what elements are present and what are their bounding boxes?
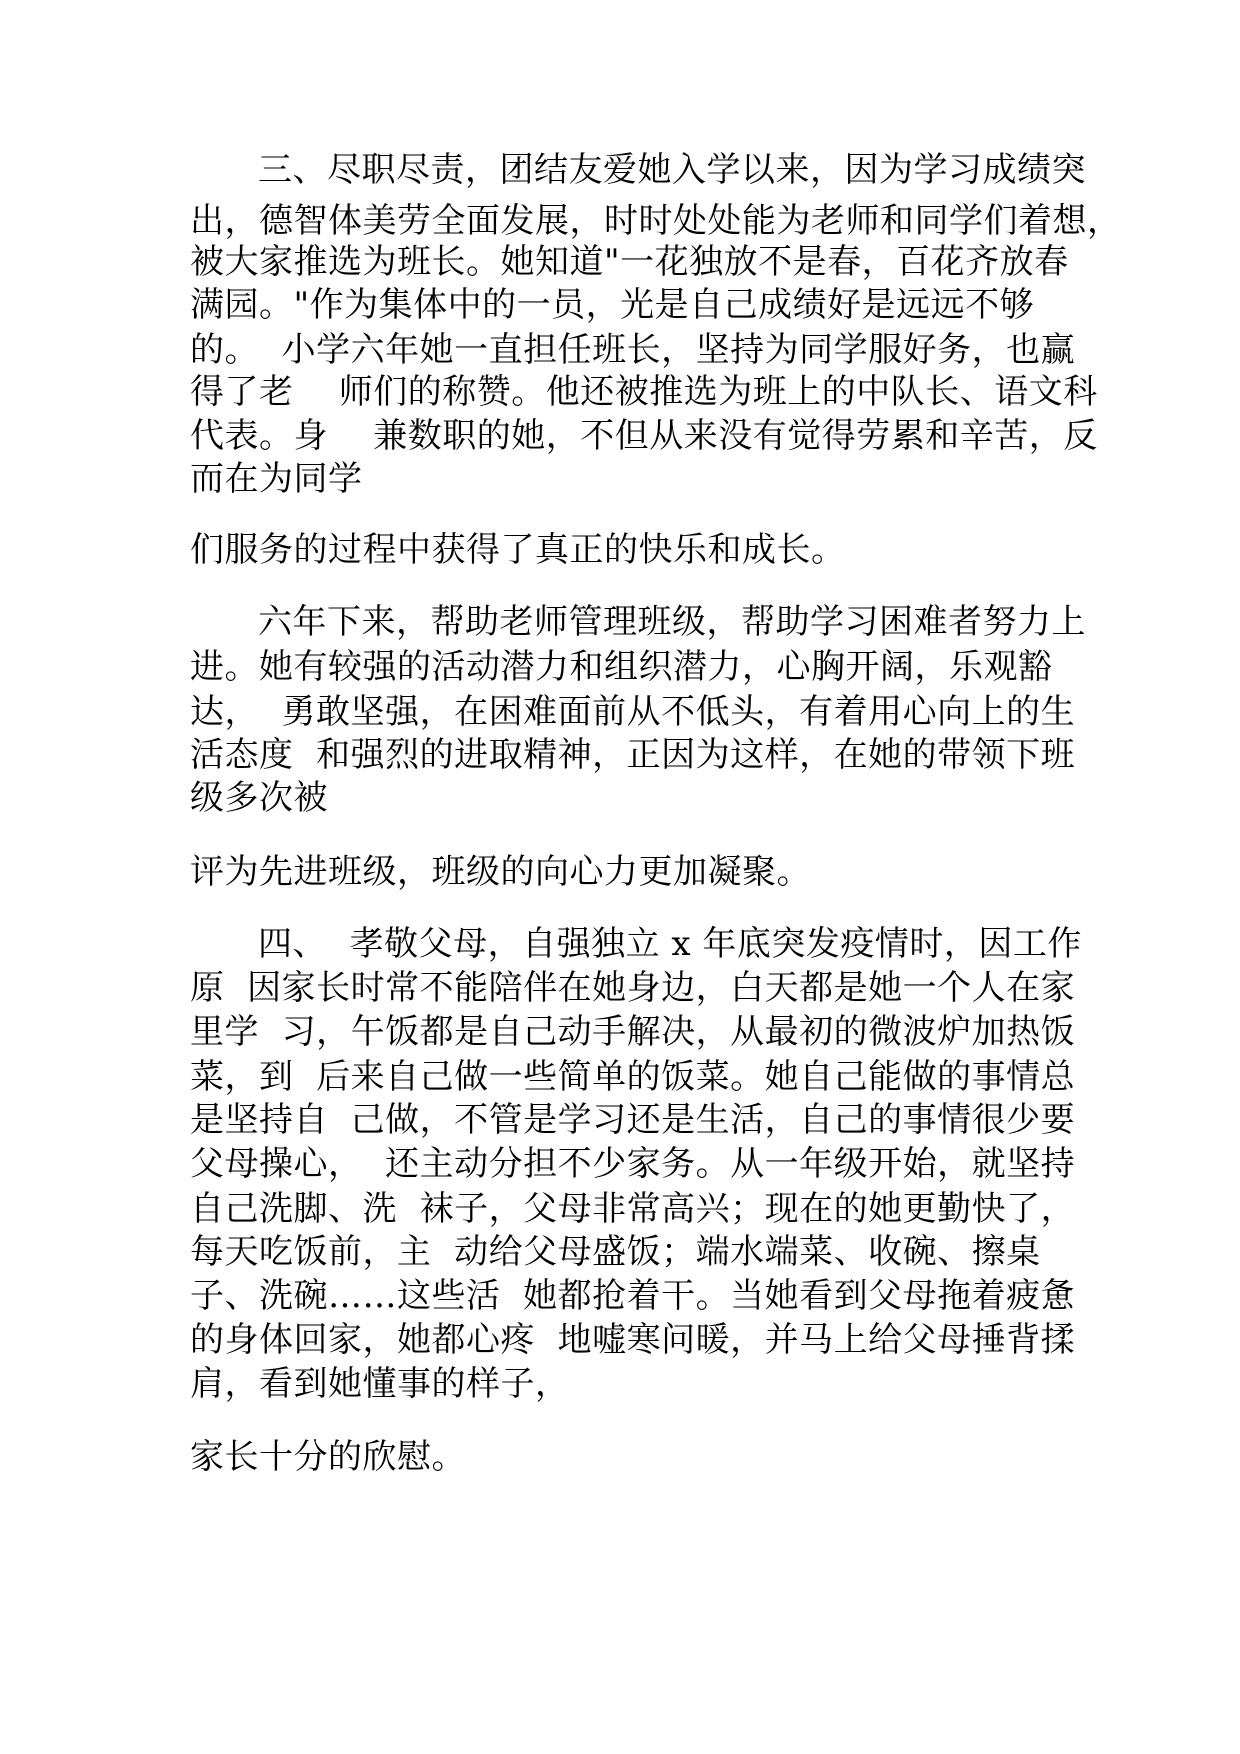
section4-line-1: 四、 孝敬父母，自强独立 x 年底突发疫情时，因工作 [258, 924, 1082, 964]
section4-line-2: 原 因家长时常不能陪伴在她身边，白天都是她一个人在家 [190, 968, 1076, 1008]
six-years-line-3: 达， 勇敢坚强，在困难面前从不低头，有着用心向上的生 [190, 692, 1076, 732]
section3-line-5: 的。 小学六年她一直担任班长，坚持为同学服好务，也赢 [190, 330, 1076, 370]
six-years-line-5: 级多次被 [190, 778, 328, 818]
section4-line-11: 肩，看到她懂事的样子， [190, 1364, 570, 1404]
section4-line-3: 里学 习，午饭都是自己动手解决，从最初的微波炉加热饭 [190, 1012, 1076, 1052]
section3-line-3: 被大家推选为班长。她知道"一花独放不是春，百花齐放春 [190, 242, 1069, 282]
section3-line-2: 出，德智体美劳全面发展，时时处处能为老师和同学们着想， [190, 201, 1122, 241]
section4-line-5: 是坚持自 己做，不管是学习还是生活，自己的事情很少要 [190, 1100, 1076, 1140]
section3-line-8: 而在为同学 [190, 459, 363, 499]
section3-line-6: 得了老 师们的称赞。他还被推选为班上的中队长、语文科 [190, 372, 1098, 412]
section3-line-1: 三、尽职尽责，团结友爱她入学以来，因为学习成绩突 [258, 150, 1086, 190]
section4-line-9: 子、洗碗……这些活 她都抢着干。当她看到父母拖着疲惫 [190, 1276, 1076, 1316]
six-years-line-1: 六年下来，帮助老师管理班级，帮助学习困难者努力上 [258, 602, 1086, 642]
section4-line-6: 父母操心， 还主动分担不少家务。从一年级开始，就坚持 [190, 1144, 1076, 1184]
section4-line-7: 自己洗脚、洗 袜子，父母非常高兴；现在的她更勤快了， [190, 1189, 1076, 1229]
section4-line-4: 菜，到 后来自己做一些简单的饭菜。她自己能做的事情总 [190, 1057, 1076, 1097]
section4-line-8: 每天吃饭前，主 动给父母盛饭；端水端菜、收碗、擦桌 [190, 1232, 1041, 1272]
section4-continuation: 家长十分的欣慰。 [190, 1437, 466, 1477]
section4-line-10: 的身体回家，她都心疼 地嘘寒问暖，并马上给父母捶背揉 [190, 1320, 1076, 1360]
six-years-line-4: 活态度 和强烈的进取精神，正因为这样，在她的带领下班 [190, 735, 1076, 775]
six-years-line-2: 进。她有较强的活动潜力和组织潜力，心胸开阔，乐观豁 [190, 647, 1053, 687]
section3-line-7: 代表。身 兼数职的她，不但从来没有觉得劳累和辛苦，反 [190, 416, 1098, 456]
six-years-continuation: 评为先进班级，班级的向心力更加凝聚。 [190, 852, 811, 892]
section3-line-4: 满园。"作为集体中的一员，光是自己成绩好是远远不够 [190, 285, 1035, 325]
section3-continuation: 们服务的过程中获得了真正的快乐和成长。 [190, 530, 846, 570]
